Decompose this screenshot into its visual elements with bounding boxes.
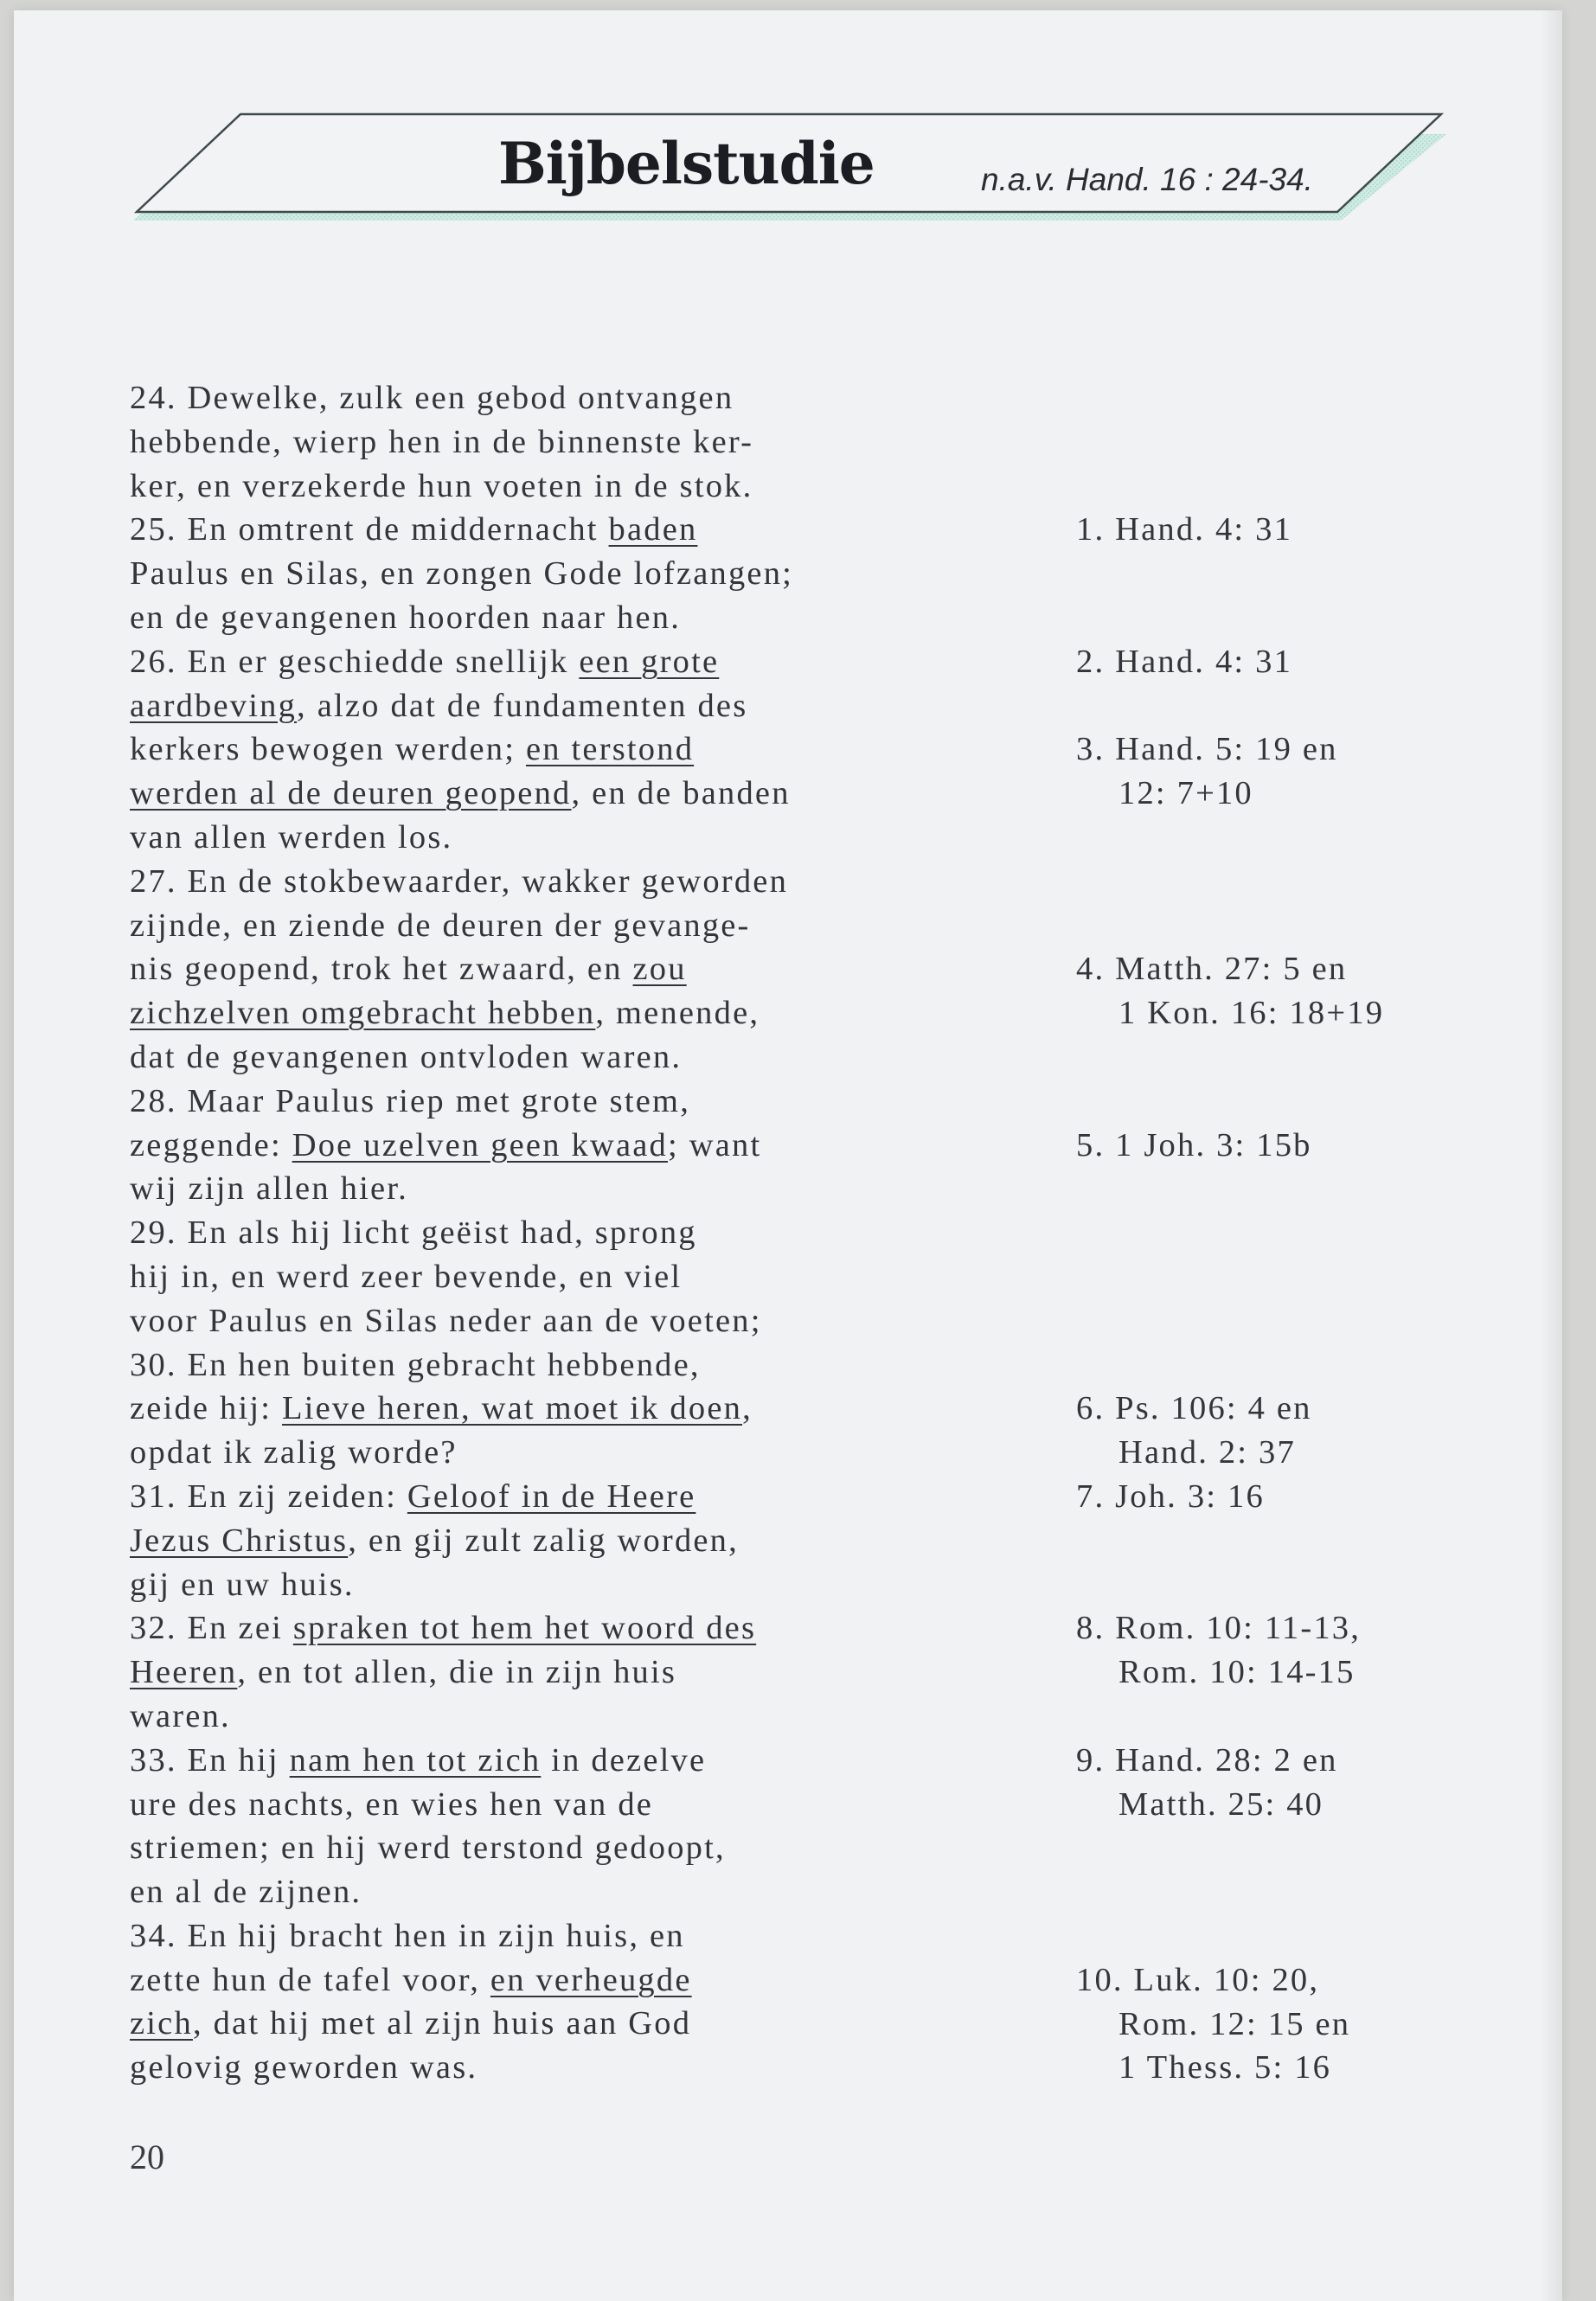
underlined-phrase: een grote [579, 643, 720, 680]
text-line [130, 1826, 995, 1870]
text-segment: 32. En zei [130, 1610, 293, 1647]
text-line [130, 1739, 995, 1783]
cross-reference: Rom. 12: 15 en [1118, 2005, 1351, 2042]
text-segment: 28. Maar Paulus riep met grote stem, [130, 1082, 691, 1119]
text-segment: zeggende: [130, 1126, 292, 1163]
text-line [130, 1914, 995, 1958]
text-segment: zette hun de tafel voor, [130, 1961, 490, 1998]
underlined-phrase: Lieve heren, wat moet ik doen [282, 1390, 743, 1427]
underlined-phrase: spraken tot hem het woord des [292, 1610, 757, 1647]
page-edge-shadow [1540, 10, 1562, 2301]
cross-reference: 3. Hand. 5: 19 en [1076, 731, 1338, 768]
text-line [130, 1167, 995, 1211]
cross-reference: 1. Hand. 4: 31 [1076, 511, 1293, 548]
text-line [130, 1387, 995, 1431]
text-segment: , dat hij met al zijn huis aan God [192, 2005, 692, 2042]
text-segment: ker, en verzekerde hun voeten in de stok. [130, 467, 753, 504]
bible-text-column [130, 376, 995, 2090]
text-segment: ure des nachts, en wies hen van de [130, 1785, 654, 1823]
text-segment: 25. En omtrent de middernacht [130, 511, 609, 548]
cross-reference: 1 Thess. 5: 16 [1118, 2049, 1332, 2086]
text-segment: zijnde, en ziende de deuren der gevange- [130, 907, 751, 944]
text-line [130, 465, 995, 509]
text-line [130, 1783, 995, 1827]
text-segment: gij en uw huis. [130, 1566, 355, 1603]
text-line [130, 2046, 995, 2090]
underlined-phrase: en verheugde [490, 1961, 692, 1998]
text-line [130, 640, 995, 684]
cross-reference: 12: 7+10 [1118, 775, 1253, 812]
cross-reference: Matth. 25: 40 [1118, 1785, 1324, 1823]
text-segment: , menende, [595, 995, 760, 1032]
text-segment: Paulus en Silas, en zongen Gode lofzangen; [130, 555, 794, 593]
text-segment: 33. En hij [130, 1741, 290, 1779]
cross-reference: 4. Matth. 27: 5 en [1076, 951, 1348, 988]
text-segment: hij in, en werd zeer bevende, en viel [130, 1258, 683, 1295]
text-line [130, 684, 995, 728]
text-line [130, 860, 995, 904]
page-title: Bijbelstudie [498, 130, 875, 197]
text-line [130, 1475, 995, 1519]
text-line [130, 1870, 995, 1914]
underlined-phrase: Geloof in de Heere [407, 1477, 696, 1515]
cross-reference: 5. 1 Joh. 3: 15b [1076, 1126, 1312, 1163]
cross-reference: 9. Hand. 28: 2 en [1076, 1741, 1338, 1779]
text-line [130, 1650, 995, 1695]
text-line [130, 1606, 995, 1650]
text-line [130, 1563, 995, 1607]
text-line [130, 420, 995, 465]
text-line [130, 1299, 995, 1343]
text-line [130, 816, 995, 860]
text-segment: hebbende, wierp hen in de binnenste ker- [130, 423, 754, 460]
underlined-phrase: werden al de deuren geopend [130, 775, 572, 812]
text-segment: dat de gevangenen ontvloden waren. [130, 1038, 683, 1075]
cross-reference: 10. Luk. 10: 20, [1076, 1961, 1320, 1998]
cross-reference: 6. Ps. 106: 4 en [1076, 1390, 1312, 1427]
text-line [130, 1958, 995, 2003]
text-segment: 34. En hij bracht hen in zijn huis, en [130, 1917, 685, 1954]
cross-reference: Rom. 10: 14-15 [1118, 1654, 1356, 1691]
text-line [130, 727, 995, 772]
text-line [130, 376, 995, 420]
text-segment: in dezelve [541, 1741, 707, 1779]
text-segment: en de gevangenen hoorden naar hen. [130, 599, 682, 636]
text-segment: gelovig geworden was. [130, 2049, 478, 2086]
text-segment: nis geopend, trok het zwaard, en [130, 951, 633, 988]
text-line [130, 1080, 995, 1124]
underlined-phrase: en terstond [525, 731, 695, 768]
text-segment: waren. [130, 1697, 231, 1734]
text-segment: ; want [667, 1126, 762, 1163]
text-segment: , alzo dat de fundamenten des [297, 687, 748, 724]
document-page [14, 10, 1562, 2301]
text-segment: striemen; en hij werd terstond gedoopt, [130, 1830, 726, 1867]
text-segment: en al de zijnen. [130, 1874, 362, 1911]
text-segment: voor Paulus en Silas neder aan de voeten; [130, 1302, 762, 1339]
underlined-phrase: zichzelven omgebracht hebben [130, 995, 596, 1032]
text-line [130, 1255, 995, 1299]
page-number: 20 [130, 2138, 164, 2176]
underlined-phrase: nam hen tot zich [289, 1741, 542, 1779]
text-segment: , [742, 1390, 753, 1427]
text-line [130, 1211, 995, 1255]
text-segment: 24. Dewelke, zulk een gebod ontvangen [130, 380, 734, 416]
underlined-phrase: aardbeving [130, 687, 298, 724]
text-line [130, 552, 995, 596]
text-segment: van allen werden los. [130, 818, 453, 856]
text-line [130, 904, 995, 948]
text-segment: 26. En er geschiedde snellijk [130, 643, 580, 680]
text-segment: zeide hij: [130, 1390, 283, 1427]
underlined-phrase: zou [632, 951, 687, 988]
text-line [130, 772, 995, 816]
text-segment: , en tot allen, die in zijn huis [237, 1654, 677, 1691]
text-line [130, 991, 995, 1035]
text-segment: opdat ik zalig worde? [130, 1434, 458, 1471]
text-segment: wij zijn allen hier. [130, 1170, 408, 1208]
underlined-phrase: Doe uzelven geen kwaad [292, 1126, 668, 1163]
text-line [130, 508, 995, 552]
text-line [130, 947, 995, 991]
cross-reference: Hand. 2: 37 [1118, 1434, 1296, 1471]
scripture-reference-subtitle: n.a.v. Hand. 16 : 24-34. [981, 162, 1313, 197]
text-segment: 29. En als hij licht geëist had, sprong [130, 1215, 697, 1252]
text-line [130, 1343, 995, 1388]
cross-reference: 7. Joh. 3: 16 [1076, 1478, 1265, 1515]
underlined-phrase: Jezus Christus [130, 1522, 349, 1559]
text-segment: 30. En hen buiten gebracht hebbende, [130, 1346, 701, 1383]
text-segment: , en gij zult zalig worden, [348, 1522, 739, 1559]
underlined-phrase: zich [130, 2005, 193, 2042]
text-line [130, 1124, 995, 1168]
text-line [130, 596, 995, 640]
text-line [130, 2002, 995, 2046]
underlined-phrase: Heeren [130, 1654, 238, 1691]
text-line [130, 1035, 995, 1080]
text-segment: 31. En zij zeiden: [130, 1477, 407, 1515]
text-line [130, 1695, 995, 1739]
text-line [130, 1431, 995, 1475]
cross-reference: 8. Rom. 10: 11-13, [1076, 1610, 1362, 1647]
cross-reference: 2. Hand. 4: 31 [1076, 643, 1293, 680]
text-segment: , en de banden [571, 775, 791, 812]
cross-reference: 1 Kon. 16: 18+19 [1118, 995, 1385, 1032]
text-segment: 27. En de stokbewaarder, wakker geworden [130, 862, 789, 900]
text-line [130, 1519, 995, 1563]
underlined-phrase: baden [608, 511, 698, 548]
text-segment: kerkers bewogen werden; [130, 731, 526, 768]
